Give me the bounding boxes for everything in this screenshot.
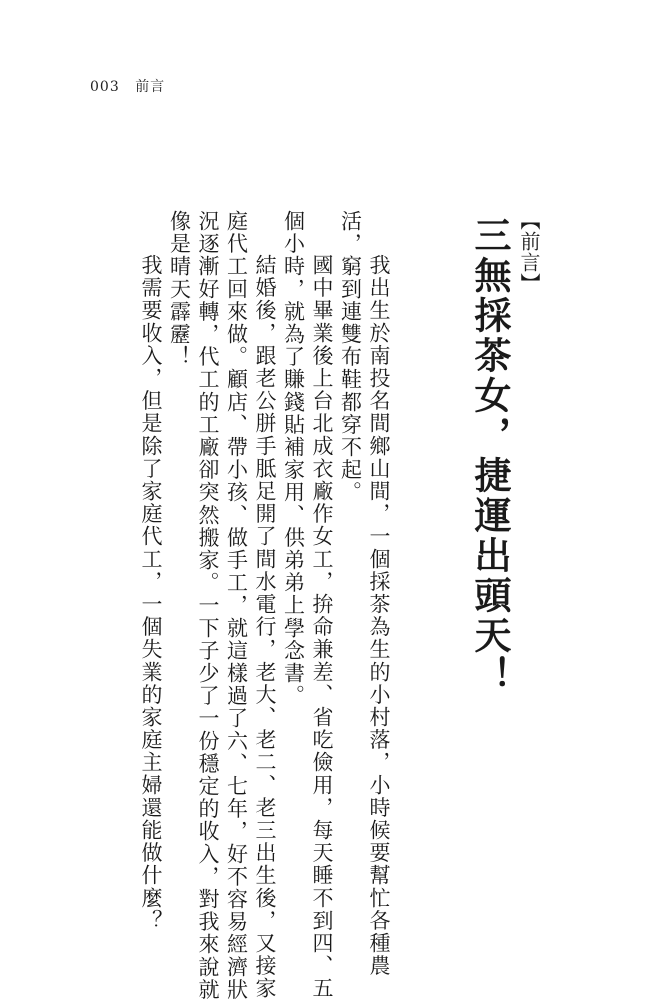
body-text bbox=[137, 210, 394, 1001]
page-number: 003 bbox=[90, 79, 120, 95]
body-line: 國中畢業後上台北成衣廠作女工，拚命兼差、省吃儉用，每天睡不到四、五 bbox=[310, 254, 334, 1000]
body-line: 像是晴天霹靂！ bbox=[167, 210, 192, 369]
body-line: 我出生於南投名間鄉山間，一個採茶為生的小村落，小時候要幫忙各種農 bbox=[367, 254, 391, 978]
body-line: 況逐漸好轉，代工的工廠卻突然搬家。一下子少了一份穩定的收入，對我來說就 bbox=[196, 210, 220, 1001]
body-line: 個小時，就為了賺錢貼補家用、供弟弟上學念書。 bbox=[281, 210, 306, 708]
section-tag: 【前言】 bbox=[517, 210, 541, 294]
chapter-title: 三無採茶女，捷運出頭天！ bbox=[468, 216, 511, 696]
running-header-section: 前言 bbox=[135, 79, 166, 95]
body-line: 活，窮到連雙布鞋都穿不起。 bbox=[338, 210, 363, 504]
chapter-title-block bbox=[461, 210, 541, 696]
body-line: 庭代工回來做。顧店、帶小孩、做手工，就這樣過了六、七年，好不容易經濟狀 bbox=[224, 210, 249, 1001]
running-header bbox=[90, 76, 165, 96]
body-line: 我需要收入，但是除了家庭代工，一個失業的家庭主婦還能做什麼？ bbox=[139, 254, 163, 932]
body-line: 結婚後，跟老公胼手胝足開了間水電行，老大、老二、老三出生後，又接家 bbox=[253, 254, 277, 1000]
